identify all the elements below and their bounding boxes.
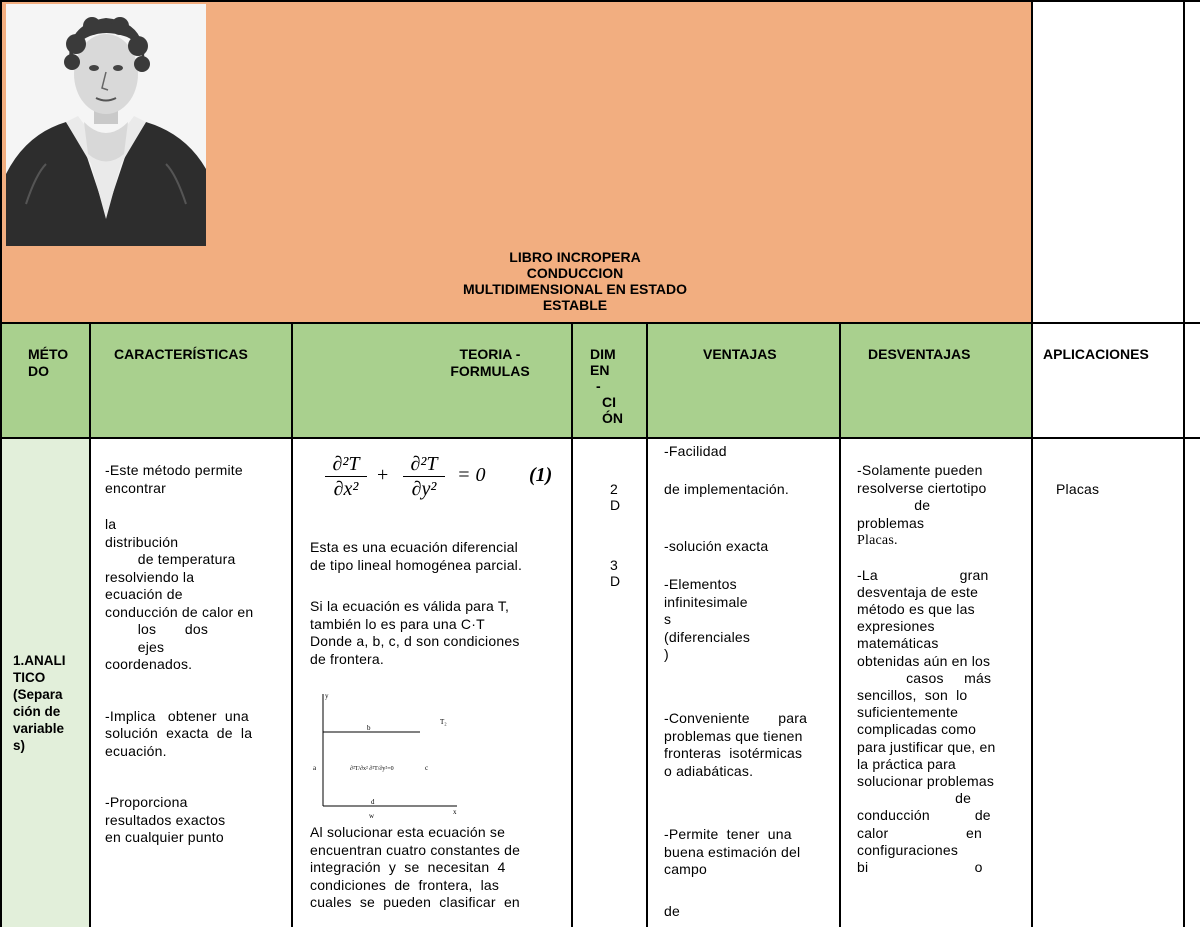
- boundary-left-label: a: [313, 764, 317, 772]
- text-line: de tipo lineal homogénea parcial.: [310, 556, 523, 573]
- text-line: solución exacta de la: [105, 725, 253, 741]
- grid-col-ventajas: [839, 323, 841, 927]
- text-line: de frontera.: [310, 650, 384, 667]
- text-line: campo: [664, 861, 708, 877]
- metodo-line: (Separa: [13, 687, 63, 702]
- text-line: los dos: [105, 621, 209, 637]
- text-line: -Permite tener una: [664, 826, 792, 842]
- text-line: expresiones: [857, 618, 935, 635]
- text-line: en cualquier punto: [105, 829, 224, 845]
- grid-col-teoria: [571, 323, 573, 927]
- boundary-bottom-label: d: [371, 798, 375, 806]
- text-line: de: [857, 790, 972, 807]
- dimension-2d: [610, 481, 620, 513]
- header-dimension-line: CI: [602, 394, 616, 410]
- grid-col-aplicaciones: [1031, 0, 1033, 927]
- header-dimension-line: ÓN: [602, 410, 623, 426]
- header-teoria-line: FORMULAS: [450, 363, 530, 379]
- eq-term2-num: ∂²T: [410, 453, 438, 475]
- text-line: infinitesimale: [664, 593, 748, 610]
- text-line: suficientemente: [857, 704, 959, 721]
- metodo-line: TICO: [13, 670, 46, 685]
- caracteristicas-p2: [105, 516, 280, 674]
- text-line: para justificar que, en: [857, 738, 996, 755]
- text-line: buena estimación del: [664, 843, 801, 860]
- header-caracteristicas: CARACTERÍSTICAS: [114, 346, 248, 362]
- text-line: sencillos, son lo: [857, 686, 968, 703]
- title-line-4: ESTABLE: [542, 297, 608, 313]
- eq-plus: +: [377, 464, 389, 486]
- text-line: de: [857, 497, 931, 513]
- text-line: de implementación.: [664, 481, 789, 497]
- page-title: [420, 249, 730, 313]
- grid-top: [0, 0, 1200, 2]
- ventajas-p6: [664, 826, 800, 879]
- text-line: (diferenciales: [664, 628, 751, 645]
- boundary-diagram: [305, 688, 465, 823]
- text-line: problemas: [857, 514, 925, 531]
- caracteristicas-p4: [105, 794, 280, 847]
- text-line: ecuación de: [105, 586, 183, 602]
- metodo-line: 1.ANALI: [13, 653, 66, 668]
- text-line: desventaja de este: [857, 583, 979, 600]
- text-line: Donde a, b, c, d son condiciones: [310, 633, 520, 649]
- title-line-3: MULTIDIMENSIONAL EN ESTADO: [463, 281, 687, 297]
- corner-label: T₂: [440, 718, 447, 726]
- header-metodo-line: MÉTO: [28, 346, 69, 362]
- metodo-line: variable: [13, 721, 65, 736]
- header-desventajas: DESVENTAJAS: [868, 346, 971, 362]
- text-line: ejes: [105, 638, 165, 655]
- text-line: D: [610, 573, 621, 589]
- text-line: resultados exactos: [105, 811, 226, 828]
- text-line: la práctica para: [857, 755, 956, 772]
- grid-col-metodo: [89, 323, 91, 927]
- metodo-line: s): [13, 738, 26, 753]
- text-line: -Elementos: [664, 576, 737, 592]
- text-line: casos más: [857, 669, 992, 686]
- eq-equals: = 0: [457, 464, 486, 486]
- eq-label: (1): [529, 464, 553, 486]
- text-line: método es que las: [857, 600, 975, 617]
- ventajas-p5: [664, 710, 807, 780]
- text-line: distribución: [105, 533, 179, 550]
- grid-header-bottom: [0, 437, 1200, 439]
- eq-term1-den: ∂x²: [333, 478, 359, 500]
- text-line: cuales se pueden clasificar en: [310, 894, 520, 910]
- desventajas-p1: [857, 462, 1027, 550]
- text-line: -Facilidad: [664, 443, 727, 459]
- header-dimension-line: -: [596, 378, 601, 394]
- text-line: matemáticas: [857, 635, 939, 652]
- text-line: complicadas como: [857, 721, 977, 738]
- text-line: de temperatura: [105, 551, 236, 567]
- text-line: 3: [610, 557, 618, 573]
- text-line: -Proporciona: [105, 794, 188, 810]
- text-line: s: [664, 611, 672, 627]
- text-line: Esta es una ecuación diferencial: [310, 539, 518, 555]
- teoria-p1: [310, 539, 565, 574]
- text-line: ): [664, 646, 669, 662]
- text-line: Placas.: [857, 533, 898, 548]
- text-line: también lo es para una C·T: [310, 615, 485, 632]
- eq-term2: [403, 452, 445, 501]
- text-line: de: [664, 903, 680, 919]
- diagram-equation: ∂²T/∂x² ∂²T/∂y²=0: [350, 766, 394, 772]
- text-line: -Implica obtener una: [105, 707, 249, 724]
- text-line: D: [610, 497, 621, 513]
- axis-x-label: x: [453, 808, 457, 816]
- caracteristicas-p3: [105, 708, 280, 761]
- grid-left: [0, 0, 2, 927]
- text-line: encuentran cuatro constantes de: [310, 841, 521, 858]
- eq-term2-den: ∂y²: [411, 478, 437, 500]
- aplicaciones-value: Placas: [1056, 481, 1100, 497]
- ventajas-p2: [664, 481, 789, 499]
- header-aplicaciones: APLICACIONES: [1043, 346, 1149, 362]
- boundary-right-label: c: [425, 764, 429, 772]
- header-ventajas: VENTAJAS: [703, 346, 777, 362]
- ventajas-p7: [664, 903, 680, 921]
- text-line: encontrar: [105, 479, 166, 496]
- header-teoria-line: TEORIA -: [459, 346, 521, 362]
- header-metodo-line: DO: [28, 363, 49, 379]
- text-line: 2: [610, 481, 618, 497]
- text-line: bi o: [857, 858, 983, 875]
- rectangle-domain-diagram: [305, 688, 465, 823]
- text-line: conducción de calor en: [105, 603, 254, 620]
- text-line: -La gran: [857, 566, 989, 583]
- metodo-label: [13, 652, 89, 754]
- grid-right: [1183, 0, 1185, 927]
- text-line: configuraciones: [857, 841, 959, 858]
- origin-label: w: [369, 812, 375, 820]
- text-line: o adiabáticas.: [664, 762, 754, 779]
- caracteristicas-p1: [105, 462, 280, 497]
- header-metodo: [28, 346, 83, 380]
- text-line: -Este método permite: [105, 462, 243, 478]
- header-dimension-line: EN: [590, 362, 610, 378]
- portrait-image: [6, 4, 206, 246]
- metodo-line: ción de: [13, 704, 61, 719]
- header-dimension: [590, 346, 635, 426]
- grid-title-bottom: [0, 322, 1200, 324]
- text-line: calor en: [857, 824, 983, 841]
- laplace-equation: [325, 452, 565, 512]
- boundary-top-label: b: [367, 724, 371, 732]
- text-line: Al solucionar esta ecuación se: [310, 824, 506, 840]
- header-dimension-line: DIM: [590, 346, 616, 362]
- text-line: integración y se necesitan 4: [310, 859, 506, 875]
- header-teoria: [430, 346, 550, 380]
- text-line: problemas que tienen: [664, 727, 803, 744]
- text-line: Si la ecuación es válida para T,: [310, 598, 510, 614]
- ventajas-p3: [664, 538, 768, 556]
- teoria-p2: [310, 598, 565, 668]
- ventajas-p1: [664, 443, 727, 461]
- desventajas-p2: [857, 567, 1027, 877]
- text-line: la: [105, 516, 117, 532]
- text-line: solucionar problemas: [857, 772, 995, 789]
- portrait-icon: [6, 4, 206, 246]
- eq-term1: [325, 452, 367, 501]
- text-line: -solución exacta: [664, 538, 769, 554]
- title-line-2: CONDUCCION: [526, 265, 624, 281]
- title-line-1: LIBRO INCROPERA: [509, 249, 641, 265]
- header-row: [1, 324, 1032, 438]
- text-line: -Solamente pueden: [857, 462, 983, 478]
- eq-term1-num: ∂²T: [332, 453, 360, 475]
- text-line: ecuación.: [105, 742, 167, 759]
- teoria-p3: [310, 824, 565, 912]
- axis-y-label: y: [325, 692, 329, 700]
- text-line: obtenidas aún en los: [857, 652, 991, 669]
- ventajas-p4: [664, 576, 750, 664]
- text-line: condiciones de frontera, las: [310, 876, 500, 893]
- grid-col-caracteristicas: [291, 323, 293, 927]
- caracteristicas-text: [105, 462, 280, 847]
- grid-col-dimension: [646, 323, 648, 927]
- text-line: resolviendo la: [105, 568, 195, 585]
- text-line: coordenados.: [105, 656, 193, 672]
- desventajas-text: [857, 462, 1027, 876]
- text-line: fronteras isotérmicas: [664, 745, 803, 761]
- dimension-3d: [610, 557, 620, 589]
- text-line: -Conveniente para: [664, 710, 808, 726]
- text-line: resolverse ciertotipo: [857, 479, 987, 496]
- text-line: conducción de: [857, 807, 991, 824]
